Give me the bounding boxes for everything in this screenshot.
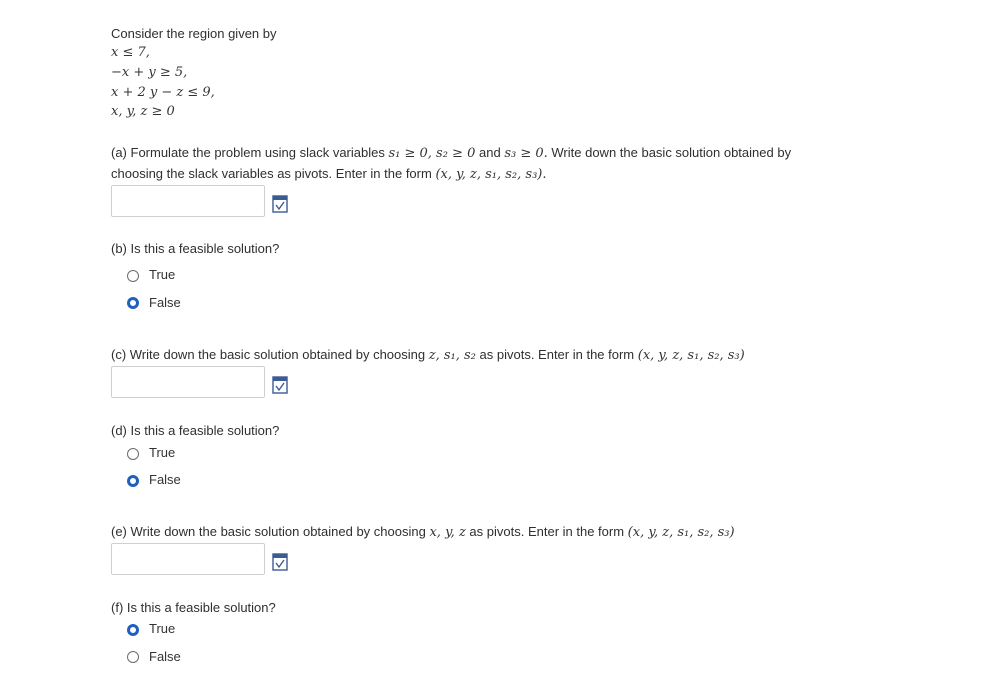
part-b-question: (b) Is this a feasible solution? [111, 241, 280, 256]
math-editor-icon[interactable] [272, 195, 288, 213]
part-e-form: (x, y, z, s₁, s₂, s₃) [627, 525, 735, 540]
part-a-answer-input[interactable] [111, 185, 265, 217]
part-d-label-true: True [149, 445, 176, 460]
part-f-radio-false[interactable] [127, 651, 139, 663]
part-d-radio-false[interactable] [127, 475, 139, 487]
part-a-line2 [111, 166, 547, 182]
part-b-label-false: False [149, 295, 181, 310]
part-a-line2-prefix: choosing the slack variables as pivots. Enter in the form [111, 166, 432, 181]
part-c-form: (x, y, z, s₁, s₂, s₃) [637, 348, 745, 363]
part-a-line1 [111, 145, 791, 161]
part-d-question: (d) Is this a feasible solution? [111, 423, 280, 438]
constraint-2: −x + y ≥ 5, [111, 65, 188, 80]
part-a-prefix: (a) Formulate the problem using slack variables [111, 145, 385, 160]
part-b-radio-false[interactable] [127, 297, 139, 309]
part-f-radio-true[interactable] [127, 624, 139, 636]
math-editor-icon[interactable] [272, 553, 288, 571]
part-c-prefix: (c) Write down the basic solution obtained by choosing [111, 347, 426, 362]
part-e-answer-input[interactable] [111, 543, 265, 575]
part-d-label-false: False [149, 472, 181, 487]
math-editor-icon[interactable] [272, 376, 288, 394]
part-b-label-true: True [149, 267, 176, 282]
part-f-label-true: True [149, 621, 176, 636]
constraint-3: x + 2 y − z ≤ 9, [111, 85, 215, 100]
part-a-and: and [478, 145, 501, 160]
part-f-question: (f) Is this a feasible solution? [111, 600, 276, 615]
intro-text: Consider the region given by [111, 26, 277, 41]
part-a-form-math: (x, y, z, s₁, s₂, s₃). [435, 167, 547, 182]
part-b-radio-true[interactable] [127, 270, 139, 282]
part-a-slack-math: s₁ ≥ 0, s₂ ≥ 0 [388, 146, 476, 161]
part-e-prefix: (e) Write down the basic solution obtained by choosing [111, 524, 426, 539]
part-c-pivots: z, s₁, s₂ [428, 348, 476, 363]
part-d-radio-true[interactable] [127, 448, 139, 460]
part-c-middle: as pivots. Enter in the form [479, 347, 635, 362]
part-a-slack-math-2: s₃ ≥ 0. [504, 146, 548, 161]
part-c-question [111, 347, 745, 363]
constraint-4: x, y, z ≥ 0 [111, 104, 175, 119]
part-c-answer-input[interactable] [111, 366, 265, 398]
part-e-question [111, 524, 735, 540]
part-f-label-false: False [149, 649, 181, 664]
part-a-suffix: Write down the basic solution obtained by [551, 145, 792, 160]
constraint-1: x ≤ 7, [111, 45, 150, 60]
part-e-pivots: x, y, z [429, 525, 466, 540]
part-e-middle: as pivots. Enter in the form [469, 524, 625, 539]
